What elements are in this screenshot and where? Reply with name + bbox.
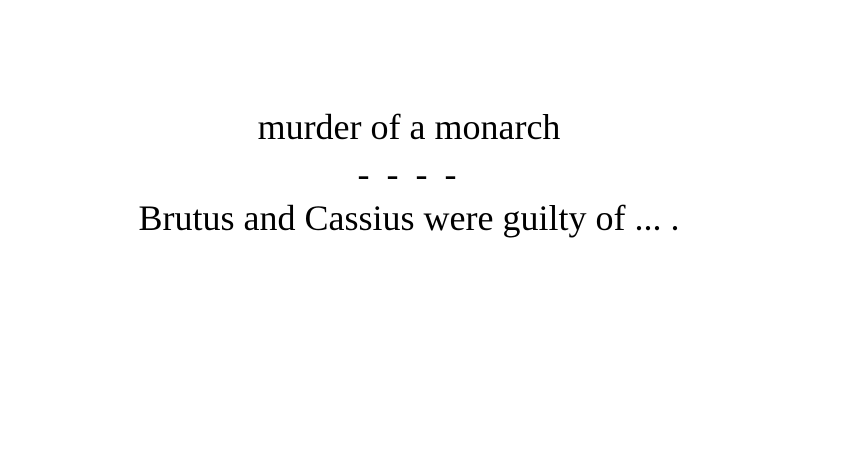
card-answer: murder of a monarch (257, 107, 561, 147)
card-question: Brutus and Cassius were guilty of ... . (138, 198, 680, 238)
card-separator: - - - - (357, 154, 461, 194)
